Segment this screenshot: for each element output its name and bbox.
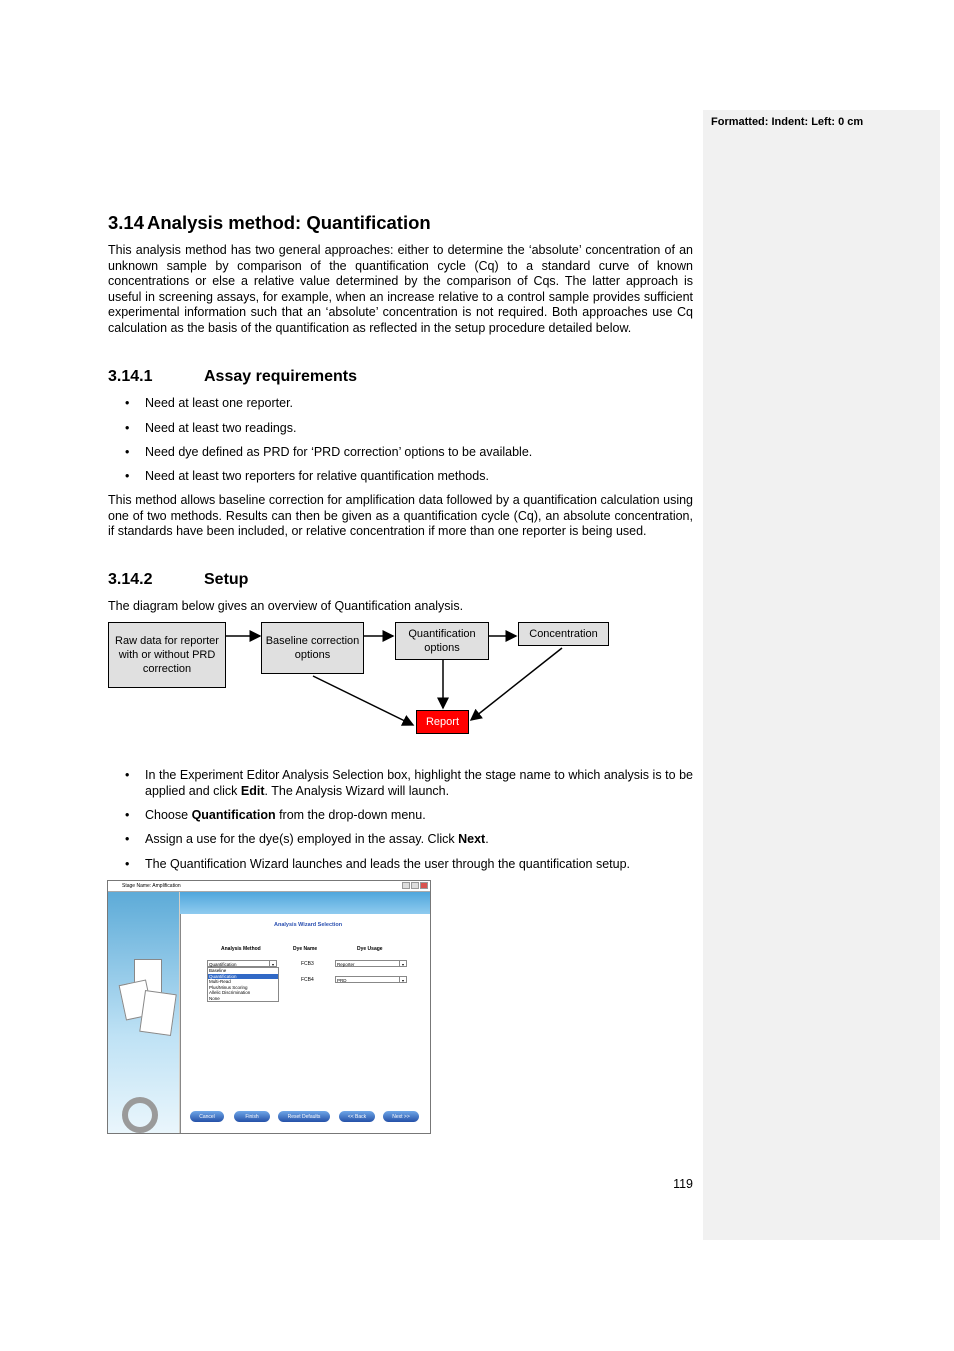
column-header-method: Analysis Method xyxy=(221,946,261,952)
dropdown-option[interactable]: Baseline xyxy=(209,968,227,973)
flow-box-report: Report xyxy=(416,710,469,734)
document-icon xyxy=(139,990,177,1036)
wizard-screenshot xyxy=(107,880,431,1134)
formatting-note: Formatted: Indent: Left: 0 cm xyxy=(711,116,864,128)
setup-title: Setup xyxy=(204,571,249,588)
page-number: 119 xyxy=(673,1177,693,1191)
dye-usage-select-1[interactable]: Reporter ▾ xyxy=(335,960,407,967)
flow-box-concentration: Concentration xyxy=(518,622,609,646)
section-title: Analysis method: Quantification xyxy=(147,212,431,233)
analysis-method-dropdown[interactable] xyxy=(207,967,279,1002)
wizard-main-panel xyxy=(180,914,431,1104)
dye-name-1: FCB3 xyxy=(301,961,314,967)
dropdown-option-selected[interactable]: Quantification xyxy=(208,974,278,980)
flow-box-baseline: Baseline correction options xyxy=(261,622,364,674)
wizard-titlebar: Stage Name: Amplification xyxy=(108,881,430,892)
assay-title: Assay requirements xyxy=(204,368,357,385)
section-intro: This analysis method has two general approaches: either to determine the ‘absolute’ concentration of an unknown sample by comparison of the quantification cycle (Cq) to a standard curve of known concentrations or else a relative value determined by the comparison of Cqs. The latter approach is useful in screening assays, for example, when an increase relative to a control sample provides sufficient experimental information such that an ‘absolute’ concentration is not required. Both approaches use Cq calculation as the basis of the quantification as reflected in the setup procedure detailed below. xyxy=(108,243,693,335)
dropdown-option[interactable]: Allelic Discrimination xyxy=(209,990,251,995)
arrow-baseline-to-report xyxy=(313,676,413,725)
column-header-dye: Dye Name xyxy=(293,946,318,952)
dropdown-option[interactable]: Plus/Minus Scoring xyxy=(209,984,248,990)
dye-name-2: FCB4 xyxy=(301,977,314,983)
finish-button[interactable]: Finish xyxy=(234,1111,270,1122)
assay-number: 3.14.1 xyxy=(108,368,153,385)
flow-box-raw-data: Raw data for reporter with or without PRD correction xyxy=(108,622,226,688)
column-header-usage: Dye Usage xyxy=(357,946,383,952)
assay-paragraph: This method allows baseline correction for amplification data followed by a quantification calculation using one of two methods. Results can then be given as a quantification cycle (Cq), an absolute concentration, if standards have been included, or relative concentration if more than one reporter is being used. xyxy=(108,493,693,538)
minimize-icon xyxy=(402,882,410,889)
analysis-method-select[interactable]: Quantification ▾ xyxy=(207,960,277,967)
next-button[interactable]: Next >> xyxy=(383,1111,419,1122)
wizard-button-bar xyxy=(180,1104,431,1133)
dropdown-option[interactable]: None xyxy=(209,995,220,1001)
section-number: 3.14 xyxy=(108,212,145,233)
reset-defaults-button[interactable]: Reset Defaults xyxy=(278,1111,330,1122)
back-button[interactable]: << Back xyxy=(339,1111,375,1122)
setup-number: 3.14.2 xyxy=(108,571,153,588)
close-icon xyxy=(420,882,428,889)
dye-usage-select-2[interactable]: PRD ▾ xyxy=(335,976,407,983)
wizard-heading: Analysis Wizard Selection xyxy=(274,922,343,928)
flow-box-quantification: Quantification options xyxy=(395,622,489,660)
wizard-header-strip xyxy=(180,892,430,914)
dropdown-option[interactable]: Multi-Read xyxy=(209,979,231,984)
maximize-icon xyxy=(411,882,419,889)
setup-intro: The diagram below gives an overview of Quantification analysis. xyxy=(108,599,464,613)
cancel-button[interactable]: Cancel xyxy=(190,1111,224,1122)
wizard-side-graphic xyxy=(108,892,179,1133)
q-logo-icon xyxy=(122,1097,158,1133)
